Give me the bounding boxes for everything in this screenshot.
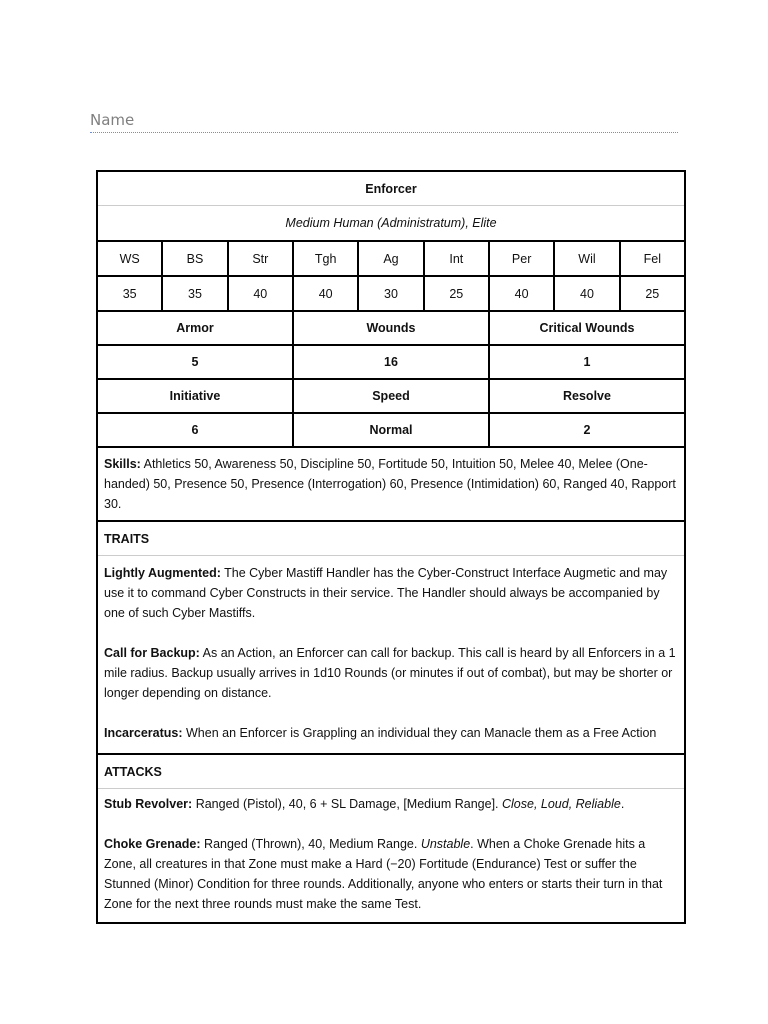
speed-value: Normal — [293, 413, 489, 447]
characteristic-headers-row — [97, 241, 685, 276]
trait-label: Lightly Augmented: — [104, 566, 221, 580]
attack-item — [104, 834, 678, 914]
armor-header: Armor — [97, 311, 293, 345]
stat-value-per: 40 — [489, 276, 554, 311]
derived-values-row-2 — [97, 413, 685, 447]
skills-row — [97, 447, 685, 521]
resolve-value: 2 — [489, 413, 685, 447]
resolve-header: Resolve — [489, 379, 685, 413]
skills-label: Skills: — [104, 457, 141, 471]
attacks-row — [97, 789, 685, 924]
critical-wounds-header: Critical Wounds — [489, 311, 685, 345]
stat-header-str: Str — [228, 241, 293, 276]
attack-text-rest: . When a Choke Grenade hits a Zone, all creatures in that Zone must make a Hard (−20) Fortitude (Endurance) Test or suffer the Stunned (Minor) Condition for three rounds. Additionally, anyone who enters or starts their turn in that Zone for the next three rounds must make the same Test. — [104, 837, 663, 911]
characteristic-values-row — [97, 276, 685, 311]
stat-header-per: Per — [489, 241, 554, 276]
trait-item — [104, 643, 678, 703]
stat-header-fel: Fel — [620, 241, 685, 276]
stat-value-bs: 35 — [162, 276, 227, 311]
attack-item — [104, 794, 678, 814]
stat-block-subtitle: Medium Human (Administratum), Elite — [97, 206, 685, 242]
name-placeholder: Name — [90, 111, 135, 129]
stat-value-fel: 25 — [620, 276, 685, 311]
stat-block-title: Enforcer — [97, 171, 685, 206]
initiative-header: Initiative — [97, 379, 293, 413]
initiative-value: 6 — [97, 413, 293, 447]
trait-label: Incarceratus: — [104, 726, 183, 740]
derived-headers-row-2 — [97, 379, 685, 413]
attack-text-end: . — [620, 797, 625, 811]
stat-value-ws: 35 — [97, 276, 162, 311]
attack-text: Ranged (Thrown), 40, Medium Range. — [200, 837, 421, 851]
stat-block-table — [96, 170, 686, 924]
traits-row — [97, 556, 685, 755]
stat-header-ws: WS — [97, 241, 162, 276]
wounds-value: 16 — [293, 345, 489, 379]
wounds-header: Wounds — [293, 311, 489, 345]
attacks-cell — [97, 789, 685, 924]
skills-text: Athletics 50, Awareness 50, Discipline 50, Fortitude 50, Intuition 50, Melee 40, Melee (One-handed) 50, Presence 50, Presence (Interrogation) 60, Presence (Intimidation) 60, Ranged 40, Rapport 30. — [104, 457, 676, 511]
stat-value-int: 25 — [424, 276, 489, 311]
trait-item — [104, 563, 678, 623]
attacks-heading: ATTACKS — [97, 754, 685, 789]
stat-header-int: Int — [424, 241, 489, 276]
stat-header-wil: Wil — [554, 241, 619, 276]
trait-label: Call for Backup: — [104, 646, 200, 660]
stat-header-ag: Ag — [358, 241, 423, 276]
critical-wounds-value: 1 — [489, 345, 685, 379]
stat-value-tgh: 40 — [293, 276, 358, 311]
trait-text: When an Enforcer is Grappling an individual they can Manacle them as a Free Action — [182, 726, 657, 740]
stat-value-ag: 30 — [358, 276, 423, 311]
attack-text: Ranged (Pistol), 40, 6 + SL Damage, [Medium Range]. — [192, 797, 502, 811]
name-field[interactable] — [90, 110, 678, 133]
attack-label: Stub Revolver: — [104, 797, 193, 811]
derived-headers-row-1 — [97, 311, 685, 345]
attack-qualities: Close, Loud, Reliable — [501, 797, 621, 811]
trait-item — [104, 723, 678, 743]
trait-text: The Cyber Mastiff Handler has the Cyber-Construct Interface Augmetic and may use it to command Cyber Constructs in their service. The Handler should always be accompanied by one of such Cyber Mastiffs. — [104, 566, 668, 620]
stat-value-str: 40 — [228, 276, 293, 311]
traits-heading: TRAITS — [97, 521, 685, 556]
derived-values-row-1 — [97, 345, 685, 379]
attacks-heading-row — [97, 754, 685, 789]
skills-cell — [97, 447, 685, 521]
attack-quality: Unstable — [420, 837, 471, 851]
armor-value: 5 — [97, 345, 293, 379]
stat-header-tgh: Tgh — [293, 241, 358, 276]
title-row — [97, 171, 685, 206]
stat-value-wil: 40 — [554, 276, 619, 311]
trait-text: As an Action, an Enforcer can call for backup. This call is heard by all Enforcers in a 1 mile radius. Backup usually arrives in 1d10 Rounds (or minutes if out of combat), but may be shorter or longer depending on distance. — [104, 646, 676, 700]
subtitle-row — [97, 206, 685, 242]
stat-header-bs: BS — [162, 241, 227, 276]
traits-cell — [97, 556, 685, 755]
speed-header: Speed — [293, 379, 489, 413]
traits-heading-row — [97, 521, 685, 556]
attack-label: Choke Grenade: — [104, 837, 201, 851]
